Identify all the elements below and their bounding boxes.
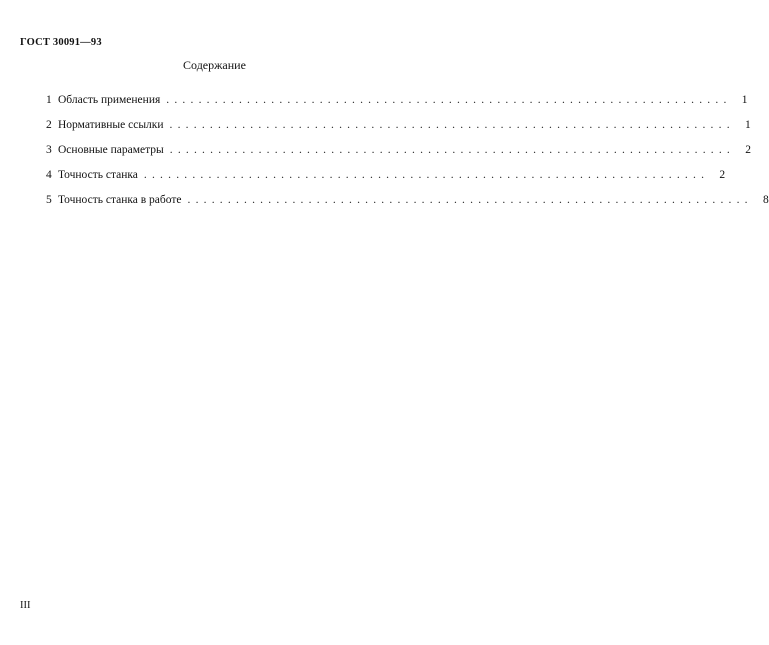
toc-leader-dots: ......................................................................	[187, 194, 753, 206]
toc-entry-page: 8	[763, 194, 769, 206]
toc-entry-number: 1	[46, 94, 52, 106]
toc-entry-title: Область применения	[58, 94, 161, 106]
toc-entry[interactable]	[46, 194, 769, 219]
toc-entry-number: 3	[46, 144, 52, 156]
toc-leader-dots: ......................................................................	[166, 94, 732, 106]
toc-leader-dots: ......................................................................	[169, 144, 735, 156]
toc-entry[interactable]	[46, 144, 751, 169]
toc-entry-title: Основные параметры	[58, 144, 164, 156]
table-of-contents	[46, 94, 769, 219]
toc-entry-page: 1	[741, 94, 748, 106]
page-number: III	[20, 600, 31, 611]
toc-entry[interactable]	[46, 119, 751, 144]
toc-entry-number: 5	[46, 194, 52, 206]
toc-entry-title: Точность станка в работе	[58, 194, 182, 206]
page-title: Содержание	[183, 58, 246, 72]
toc-entry-title: Точность станка	[58, 169, 138, 181]
toc-entry-number: 2	[46, 119, 52, 131]
toc-entry-page: 2	[745, 144, 751, 156]
toc-entry-title: Нормативные ссылки	[58, 119, 164, 131]
toc-entry[interactable]	[46, 94, 748, 119]
toc-entry-page: 2	[719, 169, 726, 181]
toc-entry-number: 4	[46, 169, 52, 181]
document-code: ГОСТ 30091—93	[20, 37, 102, 48]
toc-entry[interactable]	[46, 169, 726, 194]
toc-entry-page: 1	[745, 119, 751, 131]
toc-leader-dots: ......................................................................	[169, 119, 735, 131]
toc-leader-dots: ......................................................................	[143, 169, 710, 181]
